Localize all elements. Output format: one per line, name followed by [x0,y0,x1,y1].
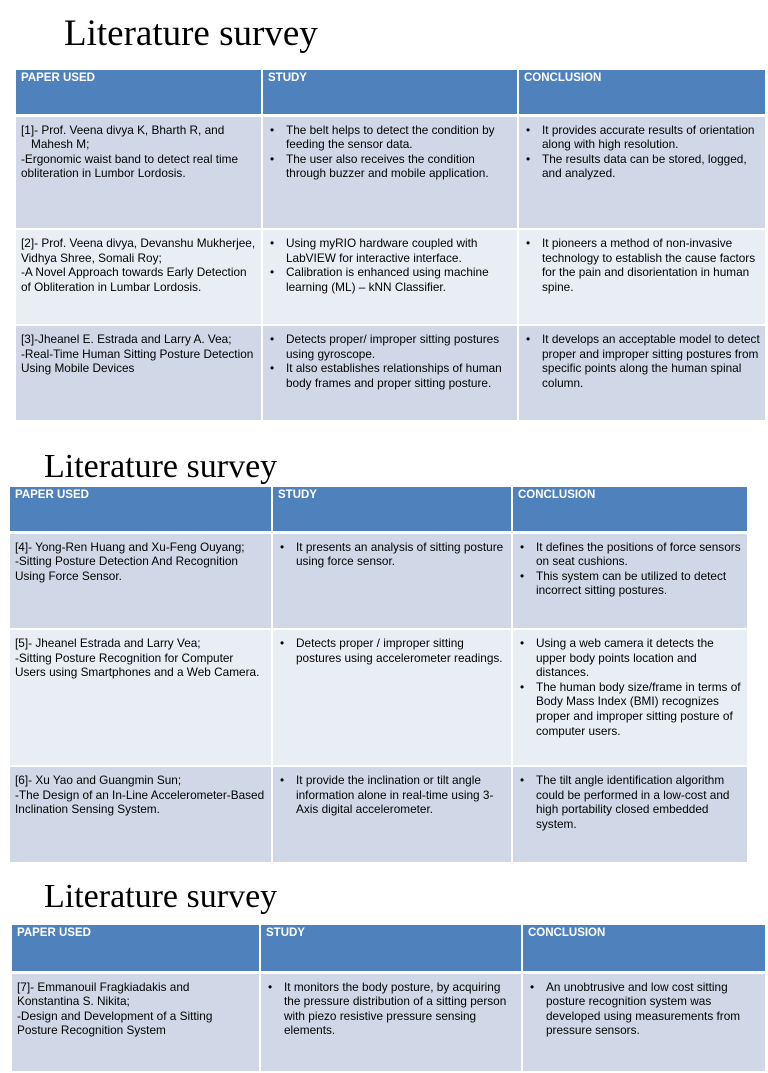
paper-cell [16,115,262,229]
conclusion-cell [518,115,765,229]
conclusion-cell [512,766,747,863]
paper-authors-cont: Mahesh M; [31,137,90,152]
conclusion-point: • This system can be utilized to detect incorrect sitting postures. [518,569,742,598]
conclusion-point: • The tilt angle identification algorithm could be performed in a low-cost and high portability closed embedded system. [518,773,742,831]
conclusion-point: • Using a web camera it detects the upper body points location and distances. [518,636,742,680]
header-conclusion: CONCLUSION [522,925,765,972]
slide-title: Literature survey [44,448,278,485]
study-cell [262,115,518,229]
slide-1 [0,0,768,430]
conclusion-cell [518,229,765,325]
literature-table [16,70,765,422]
study-point: • It monitors the body posture, by acquiring the pressure distribution of a sitting person with piezo resistive pressure sensing elements. [266,980,516,1038]
study-point: • Detects proper/ improper sitting postures using gyroscope. [268,332,512,361]
table-row [10,766,747,863]
table-row [10,629,747,766]
table-row [16,115,765,229]
paper-title: -Sitting Posture Recognition for Computer Users using Smartphones and a Web Camera. [15,650,260,680]
conclusion-point: • It provides accurate results of orientation along with high resolution. [524,123,760,152]
study-cell [272,629,512,766]
table-row [16,229,765,325]
table-row [12,972,765,1072]
conclusion-cell [512,532,747,629]
slide-2 [0,430,768,870]
study-cell [272,532,512,629]
study-point: • It also establishes relationships of human body frames and proper sitting posture. [268,361,512,390]
header-conclusion: CONCLUSION [518,70,765,115]
header-paper-used: PAPER USED [10,487,272,532]
paper-cell [16,325,262,421]
conclusion-cell [518,325,765,421]
conclusion-cell [512,629,747,766]
header-paper-used: PAPER USED [12,925,260,972]
study-point: • It provide the inclination or tilt angle information alone in real-time using 3-Axis digital accelerometer. [278,773,506,817]
header-paper-used: PAPER USED [16,70,262,115]
study-point: • Detects proper / improper sitting postures using accelerometer readings. [278,636,506,665]
conclusion-cell [522,972,765,1072]
paper-title: -Design and Development of a Sitting Posture Recognition System [17,1008,213,1038]
study-cell [262,229,518,325]
study-cell [260,972,522,1072]
paper-title: -Real-Time Human Sitting Posture Detection Using Mobile Devices [21,346,254,376]
study-point: • Calibration is enhanced using machine learning (ML) – kNN Classifier. [268,265,512,294]
study-point: • The belt helps to detect the condition by feeding the sensor data. [268,123,512,152]
conclusion-point: • An unobtrusive and low cost sitting posture recognition system was developed using measurements from pressure sensors. [528,980,760,1038]
paper-authors: [2]- Prof. Veena divya, Devanshu Mukherjee, Vidhya Shree, Somali Roy; [21,236,256,265]
header-study: STUDY [260,925,522,972]
conclusion-point: • It defines the positions of force sensors on seat cushions. [518,540,742,569]
table-row [16,325,765,421]
paper-cell [10,766,272,863]
conclusion-point: • The human body size/frame in terms of Body Mass Index (BMI) recognizes proper and improper sitting posture of computer users. [518,680,742,738]
paper-authors: [4]- Yong-Ren Huang and Xu-Feng Ouyang; [15,539,245,554]
paper-authors: [6]- Xu Yao and Guangmin Sun; [15,773,182,787]
slide-title: Literature survey [64,13,318,54]
paper-authors: [1]- Prof. Veena divya K, Bharth R, and [21,122,225,137]
paper-authors: [7]- Emmanouil Fragkiadakis and Konstantina S. Nikita; [17,979,190,1009]
paper-cell [12,972,260,1072]
conclusion-point: • The results data can be stored, logged, and analyzed. [524,152,760,181]
paper-authors: [5]- Jheanel Estrada and Larry Vea; [15,636,201,650]
header-study: STUDY [262,70,518,115]
slide-3 [0,870,768,1038]
paper-cell [16,229,262,325]
study-cell [262,325,518,421]
table-row [10,532,747,629]
header-study: STUDY [272,487,512,532]
study-cell [272,766,512,863]
study-point: • The user also receives the condition through buzzer and mobile application. [268,152,512,181]
paper-authors: [3]-Jheanel E. Estrada and Larry A. Vea; [21,332,232,346]
literature-table [12,925,765,1073]
paper-title: -Ergonomic waist band to detect real time obliteration in Lumbor Lordosis. [21,151,239,181]
paper-cell [10,532,272,629]
literature-table [10,487,747,864]
header-conclusion: CONCLUSION [512,487,747,532]
study-point: • Using myRIO hardware coupled with LabVIEW for interactive interface. [268,236,512,265]
slide-title: Literature survey [44,878,278,915]
conclusion-point: • It pioneers a method of non-invasive technology to establish the cause factors for the pain and disorientation in human spine. [524,236,760,294]
study-point: • It presents an analysis of sitting posture using force sensor. [278,540,506,569]
conclusion-point: • It develops an acceptable model to detect proper and improper sitting postures from specific points along the human spinal column. [524,332,760,390]
paper-title: -A Novel Approach towards Early Detection of Obliteration in Lumbar Lordosis. [21,265,247,294]
paper-cell [10,629,272,766]
paper-title: -Sitting Posture Detection And Recognition Using Force Sensor. [15,554,238,583]
paper-title: -The Design of an In-Line Accelerometer-Based Inclination Sensing System. [15,787,265,817]
